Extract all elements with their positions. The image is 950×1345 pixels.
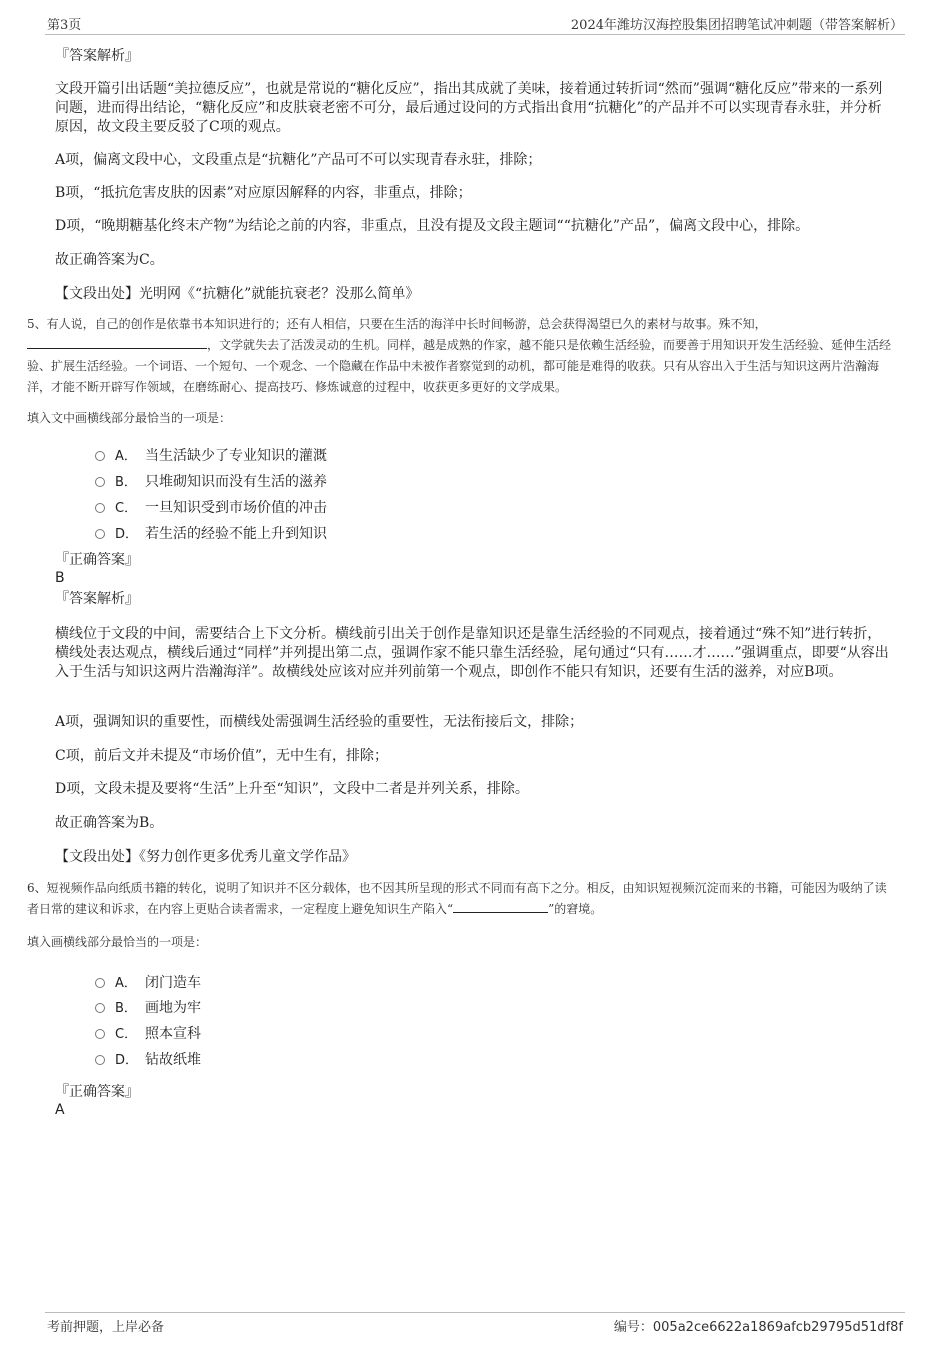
question-5-option-c[interactable]: C． 一旦知识受到市场价值的冲击 [95,497,327,517]
question-5-option-d[interactable]: D． 若生活的经验不能上升到知识 [95,523,327,543]
option-a-explanation: A项，偏离文段中心，文段重点是“抗糖化”产品可不可以实现青春永驻，排除； [55,152,542,168]
question-5-prompt: 填入文中画横线部分最恰当的一项是： [27,411,232,425]
option-c-explanation: C项，前后文并未提及“市场价值”，无中生有，排除； [55,748,389,764]
radio-icon[interactable] [95,978,105,988]
radio-icon[interactable] [95,529,105,539]
radio-icon[interactable] [95,503,105,513]
answer-label: 『正确答案』 [55,552,139,568]
page-number: 第3页 [47,18,82,33]
question-6-option-b[interactable]: B． 画地为牢 [95,997,201,1017]
question-5-option-b[interactable]: B． 只堆砌知识而没有生活的滋养 [95,471,327,491]
analysis-label: 『答案解析』 [55,48,139,64]
radio-icon[interactable] [95,1055,105,1065]
source-note: 【文段出处】光明网《“抗糖化”就能抗衰老？没那么简单》 [55,286,420,302]
question-5-stem: 5、有人说，自己的创作是依靠书本知识进行的；还有人相信，只要在生活的海洋中长时间畅游，总会获得渴望已久的素材与故事。殊不知，，文学就失去了活泼灵动的生机。同样，越是成熟的作家，越不能只是依赖生活经验，而要善于用知识开发生活经验、延伸生活经验、扩展生活经验。一个词语、一个短句、一个观念、一个隐藏在作品中未被作者察觉到的动机，都可能是难得的收获。只有从容出入于生活与知识这两片浩瀚海洋，才能不断开辟写作领域，在磨练耐心、提高技巧、修炼诚意的过程中，收获更多更好的文学成果。 [27,317,892,394]
page-header [45,12,905,35]
conclusion: 故正确答案为B。 [55,815,164,831]
question-6-prompt: 填入画横线部分最恰当的一项是： [27,935,208,949]
question-6-option-c[interactable]: C． 照本宣科 [95,1023,201,1043]
analysis-text: 横线位于文段的中间，需要结合上下文分析。横线前引出关于创作是靠知识还是靠生活经验的不同观点，接着通过“殊不知”进行转折，横线处表达观点，横线后通过“同样”并列提出第二点，强调作家不能只靠生活经验，尾句通过“只有……才……”强调重点，即要“从容出入于生活与知识这两片浩瀚海洋”。故横线处应该对应并列前第一个观点，即创作不能只有知识，还要有生活的滋养，对应B项。 [55,626,889,680]
footer-slogan: 考前押题，上岸必备 [47,1320,165,1335]
source-note: 【文段出处】《努力创作更多优秀儿童文学作品》 [55,849,356,865]
answer-blank [27,336,207,349]
question-6-stem: 6、短视频作品向纸质书籍的转化，说明了知识并不区分载体，也不因其所呈现的形式不同而有高下之分。相反，由知识短视频沉淀而来的书籍，可能因为吸纳了读者日常的建议和诉求，在内容上更贴合读者需求，一定程度上避免知识生产陷入“ ”的窘境。 [27,881,887,916]
question-6-option-a[interactable]: A． 闭门造车 [95,972,201,992]
conclusion: 故正确答案为C。 [55,252,164,268]
radio-icon[interactable] [95,1003,105,1013]
radio-icon[interactable] [95,1029,105,1039]
radio-icon[interactable] [95,451,105,461]
answer-blank [453,900,548,913]
analysis-text: 文段开篇引出话题“美拉德反应”，也就是常说的“糖化反应”，指出其成就了美味，接着通过转折词“然而”强调“糖化反应”带来的一系列问题，进而得出结论，“糖化反应”和皮肤衰老密不可分，最后通过设问的方式指出食用“抗糖化”的产品并不可以实现青春永驻，并分析原因，故文段主要反驳了C项的观点。 [55,81,883,135]
question-6-option-d[interactable]: D． 钻故纸堆 [95,1049,201,1069]
analysis-label: 『答案解析』 [55,591,139,607]
option-d-explanation: D项，“晚期糖基化终末产物”为结论之前的内容，非重点，且没有提及文段主题词““抗糖化”产品”，偏离文段中心，排除。 [55,218,810,234]
page-footer [45,1312,905,1333]
answer-label: 『正确答案』 [55,1084,139,1100]
option-d-explanation: D项，文段未提及要将“生活”上升至“知识”，文段中二者是并列关系，排除。 [55,781,529,797]
option-a-explanation: A项，强调知识的重要性，而横线处需强调生活经验的重要性，无法衔接后文，排除； [55,714,584,730]
correct-answer: A [55,1102,65,1118]
question-5-option-a[interactable]: A． 当生活缺少了专业知识的灌溉 [95,445,327,465]
radio-icon[interactable] [95,477,105,487]
document-id: 编号：005a2ce6622a1869afcb29795d51df8f [613,1320,903,1335]
option-b-explanation: B项，“抵抗危害皮肤的因素”对应原因解释的内容，非重点，排除； [55,185,472,201]
correct-answer: B [55,570,65,586]
document-title: 2024年潍坊汉海控股集团招聘笔试冲刺题（带答案解析） [570,18,903,33]
